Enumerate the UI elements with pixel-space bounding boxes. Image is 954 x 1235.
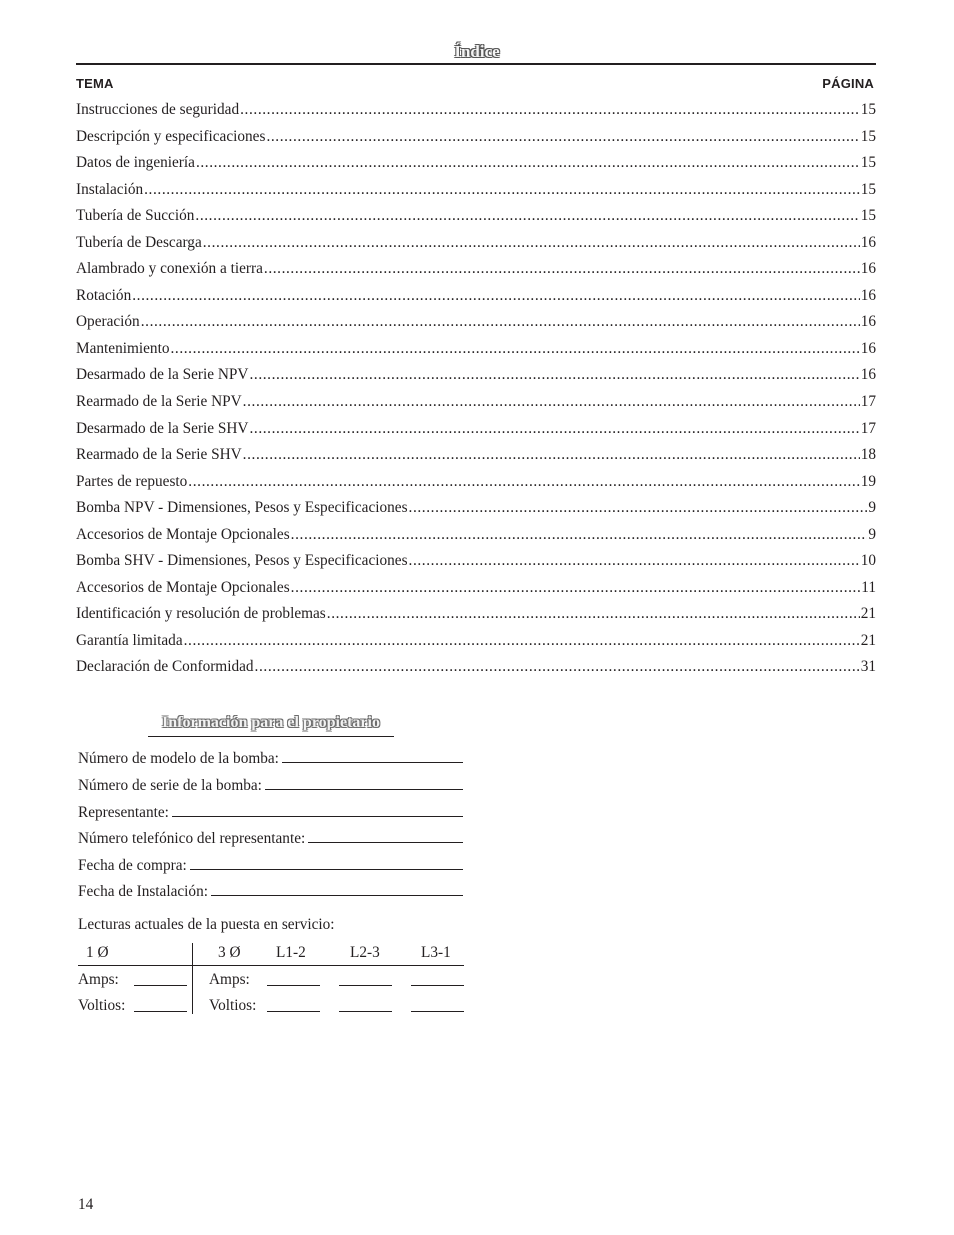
line-l3-1-header: L3-1 xyxy=(421,944,451,961)
field-label: Fecha de Instalación: xyxy=(78,883,208,900)
toc-page: 16 xyxy=(860,339,876,357)
toc-page: 15 xyxy=(860,101,876,118)
toc-leader xyxy=(266,128,859,146)
toc-row[interactable] xyxy=(76,632,876,659)
toc-row[interactable] xyxy=(76,393,876,420)
field-blank-line[interactable] xyxy=(211,881,463,896)
toc-leader xyxy=(141,313,860,331)
toc-row[interactable] xyxy=(76,287,876,314)
toc-page: 9 xyxy=(868,525,876,543)
pump-model-field[interactable] xyxy=(78,748,463,768)
page-column-header: PÁGINA xyxy=(822,76,874,91)
toc-row[interactable] xyxy=(76,579,876,606)
toc-page: 17 xyxy=(860,393,876,411)
volts-l1-2-blank[interactable] xyxy=(267,1011,320,1012)
toc-leader xyxy=(170,340,859,358)
owner-info-title: Información para el propietario xyxy=(162,714,380,731)
toc-row[interactable] xyxy=(76,552,876,579)
toc-title: Alambrado y conexión a tierra xyxy=(76,260,263,278)
toc-title: Accesorios de Montaje Opcionales xyxy=(76,525,290,543)
toc-title: Declaración de Conformidad xyxy=(76,658,254,676)
readings-label: Lecturas actuales de la puesta en servicio: xyxy=(78,916,335,933)
toc-leader xyxy=(184,632,860,650)
amps-l1-2-blank[interactable] xyxy=(267,985,320,986)
toc-leader xyxy=(291,579,861,597)
amps-l2-3-blank[interactable] xyxy=(339,985,392,986)
owner-info-rule xyxy=(148,736,394,737)
field-label: Fecha de compra: xyxy=(78,857,187,874)
toc-page: 15 xyxy=(860,154,876,172)
dealer-phone-field[interactable] xyxy=(78,828,463,848)
toc-page: 11 xyxy=(861,578,876,596)
toc-page: 16 xyxy=(860,233,876,251)
toc-title: Operación xyxy=(76,313,140,331)
page-title: Índice xyxy=(454,42,500,61)
single-phase-amps-label: Amps: xyxy=(78,971,119,988)
toc-leader xyxy=(409,552,860,570)
toc-leader xyxy=(409,499,868,517)
three-phase-volts-label: Voltios: xyxy=(209,997,257,1014)
toc-title: Accesorios de Montaje Opcionales xyxy=(76,578,290,596)
toc-title: Identificación y resolución de problemas xyxy=(76,605,326,623)
single-phase-header: 1 Ø xyxy=(86,944,109,961)
toc-title: Datos de ingeniería xyxy=(76,154,195,172)
line-l1-2-header: L1-2 xyxy=(276,944,306,961)
table-of-contents xyxy=(76,101,876,685)
toc-leader xyxy=(195,207,859,225)
toc-leader xyxy=(188,473,859,491)
toc-page: 16 xyxy=(860,366,876,384)
field-label: Número de modelo de la bomba: xyxy=(78,750,279,767)
toc-row[interactable] xyxy=(76,260,876,287)
toc-page: 16 xyxy=(860,313,876,331)
toc-title: Descripción y especificaciones xyxy=(76,127,266,145)
toc-row[interactable] xyxy=(76,154,876,181)
field-label: Número telefónico del representante: xyxy=(78,830,306,847)
field-blank-line[interactable] xyxy=(190,855,463,870)
toc-title: Bomba SHV - Dimensiones, Pesos y Especificaciones xyxy=(76,552,408,570)
toc-page: 21 xyxy=(860,605,876,623)
toc-page: 19 xyxy=(860,472,876,490)
toc-row[interactable] xyxy=(76,499,876,526)
toc-row[interactable] xyxy=(76,473,876,500)
toc-leader xyxy=(249,366,859,384)
field-label: Representante: xyxy=(78,804,169,821)
amps-l3-1-blank[interactable] xyxy=(411,985,464,986)
topic-column-header: TEMA xyxy=(76,76,114,91)
toc-title: Desarmado de la Serie NPV xyxy=(76,366,249,384)
toc-row[interactable] xyxy=(76,526,876,553)
toc-title: Partes de repuesto xyxy=(76,472,188,490)
volts-l3-1-blank[interactable] xyxy=(411,1011,464,1012)
toc-leader xyxy=(144,181,860,199)
single-phase-volts-label: Voltios: xyxy=(78,997,126,1014)
toc-row[interactable] xyxy=(76,128,876,155)
field-blank-line[interactable] xyxy=(282,748,463,763)
toc-title: Rearmado de la Serie SHV xyxy=(76,446,242,464)
toc-leader xyxy=(196,154,860,172)
toc-title: Tubería de Descarga xyxy=(76,233,202,251)
single-phase-amps-blank[interactable] xyxy=(134,985,187,986)
toc-row[interactable] xyxy=(76,446,876,473)
field-blank-line[interactable] xyxy=(172,802,463,817)
page-number: 14 xyxy=(78,1196,94,1213)
toc-page: 15 xyxy=(860,127,876,145)
purchase-date-field[interactable] xyxy=(78,855,463,875)
toc-leader xyxy=(327,605,860,623)
toc-row[interactable] xyxy=(76,658,876,685)
single-phase-volts-blank[interactable] xyxy=(134,1011,187,1012)
toc-title: Desarmado de la Serie SHV xyxy=(76,419,249,437)
toc-page: 16 xyxy=(860,260,876,278)
toc-row[interactable] xyxy=(76,420,876,447)
title-rule xyxy=(76,63,876,65)
toc-title: Bomba NPV - Dimensiones, Pesos y Especificaciones xyxy=(76,499,408,517)
toc-leader xyxy=(255,658,860,676)
toc-row[interactable] xyxy=(76,340,876,367)
toc-leader xyxy=(291,526,868,544)
toc-page: 15 xyxy=(860,207,876,225)
toc-page: 9 xyxy=(868,499,876,517)
toc-leader xyxy=(203,234,860,252)
toc-row[interactable] xyxy=(76,101,876,128)
toc-title: Rotación xyxy=(76,286,132,304)
line-l2-3-header: L2-3 xyxy=(350,944,380,961)
header-rule xyxy=(78,965,464,966)
toc-title: Instalación xyxy=(76,180,144,198)
toc-title: Tubería de Succión xyxy=(76,207,195,225)
toc-leader xyxy=(132,287,859,305)
toc-row[interactable] xyxy=(76,605,876,632)
field-blank-line[interactable] xyxy=(308,828,463,843)
three-phase-amps-label: Amps: xyxy=(209,971,250,988)
toc-page: 15 xyxy=(860,180,876,198)
installation-date-field[interactable] xyxy=(78,881,463,901)
toc-row[interactable] xyxy=(76,313,876,340)
toc-leader xyxy=(249,420,859,438)
toc-page: 21 xyxy=(860,631,876,649)
readings-grid xyxy=(78,940,464,1014)
field-blank-line[interactable] xyxy=(265,775,463,790)
toc-page: 10 xyxy=(860,552,876,570)
pump-serial-field[interactable] xyxy=(78,775,463,795)
field-label: Número de serie de la bomba: xyxy=(78,777,262,794)
toc-title: Instrucciones de seguridad xyxy=(76,101,240,118)
three-phase-header: 3 Ø xyxy=(218,944,241,961)
toc-page: 16 xyxy=(860,286,876,304)
dealer-field[interactable] xyxy=(78,802,463,822)
toc-leader xyxy=(240,101,860,119)
toc-title: Garantía limitada xyxy=(76,631,183,649)
toc-leader xyxy=(243,393,860,411)
toc-title: Rearmado de la Serie NPV xyxy=(76,393,242,411)
toc-page: 17 xyxy=(860,419,876,437)
toc-page: 31 xyxy=(860,658,876,676)
phase-divider xyxy=(192,943,193,1014)
volts-l2-3-blank[interactable] xyxy=(339,1011,392,1012)
toc-row[interactable] xyxy=(76,234,876,261)
toc-row[interactable] xyxy=(76,366,876,393)
toc-title: Mantenimiento xyxy=(76,339,170,357)
toc-leader xyxy=(264,260,860,278)
toc-page: 18 xyxy=(860,446,876,464)
toc-leader xyxy=(243,446,860,464)
toc-row[interactable] xyxy=(76,181,876,208)
toc-row[interactable] xyxy=(76,207,876,234)
